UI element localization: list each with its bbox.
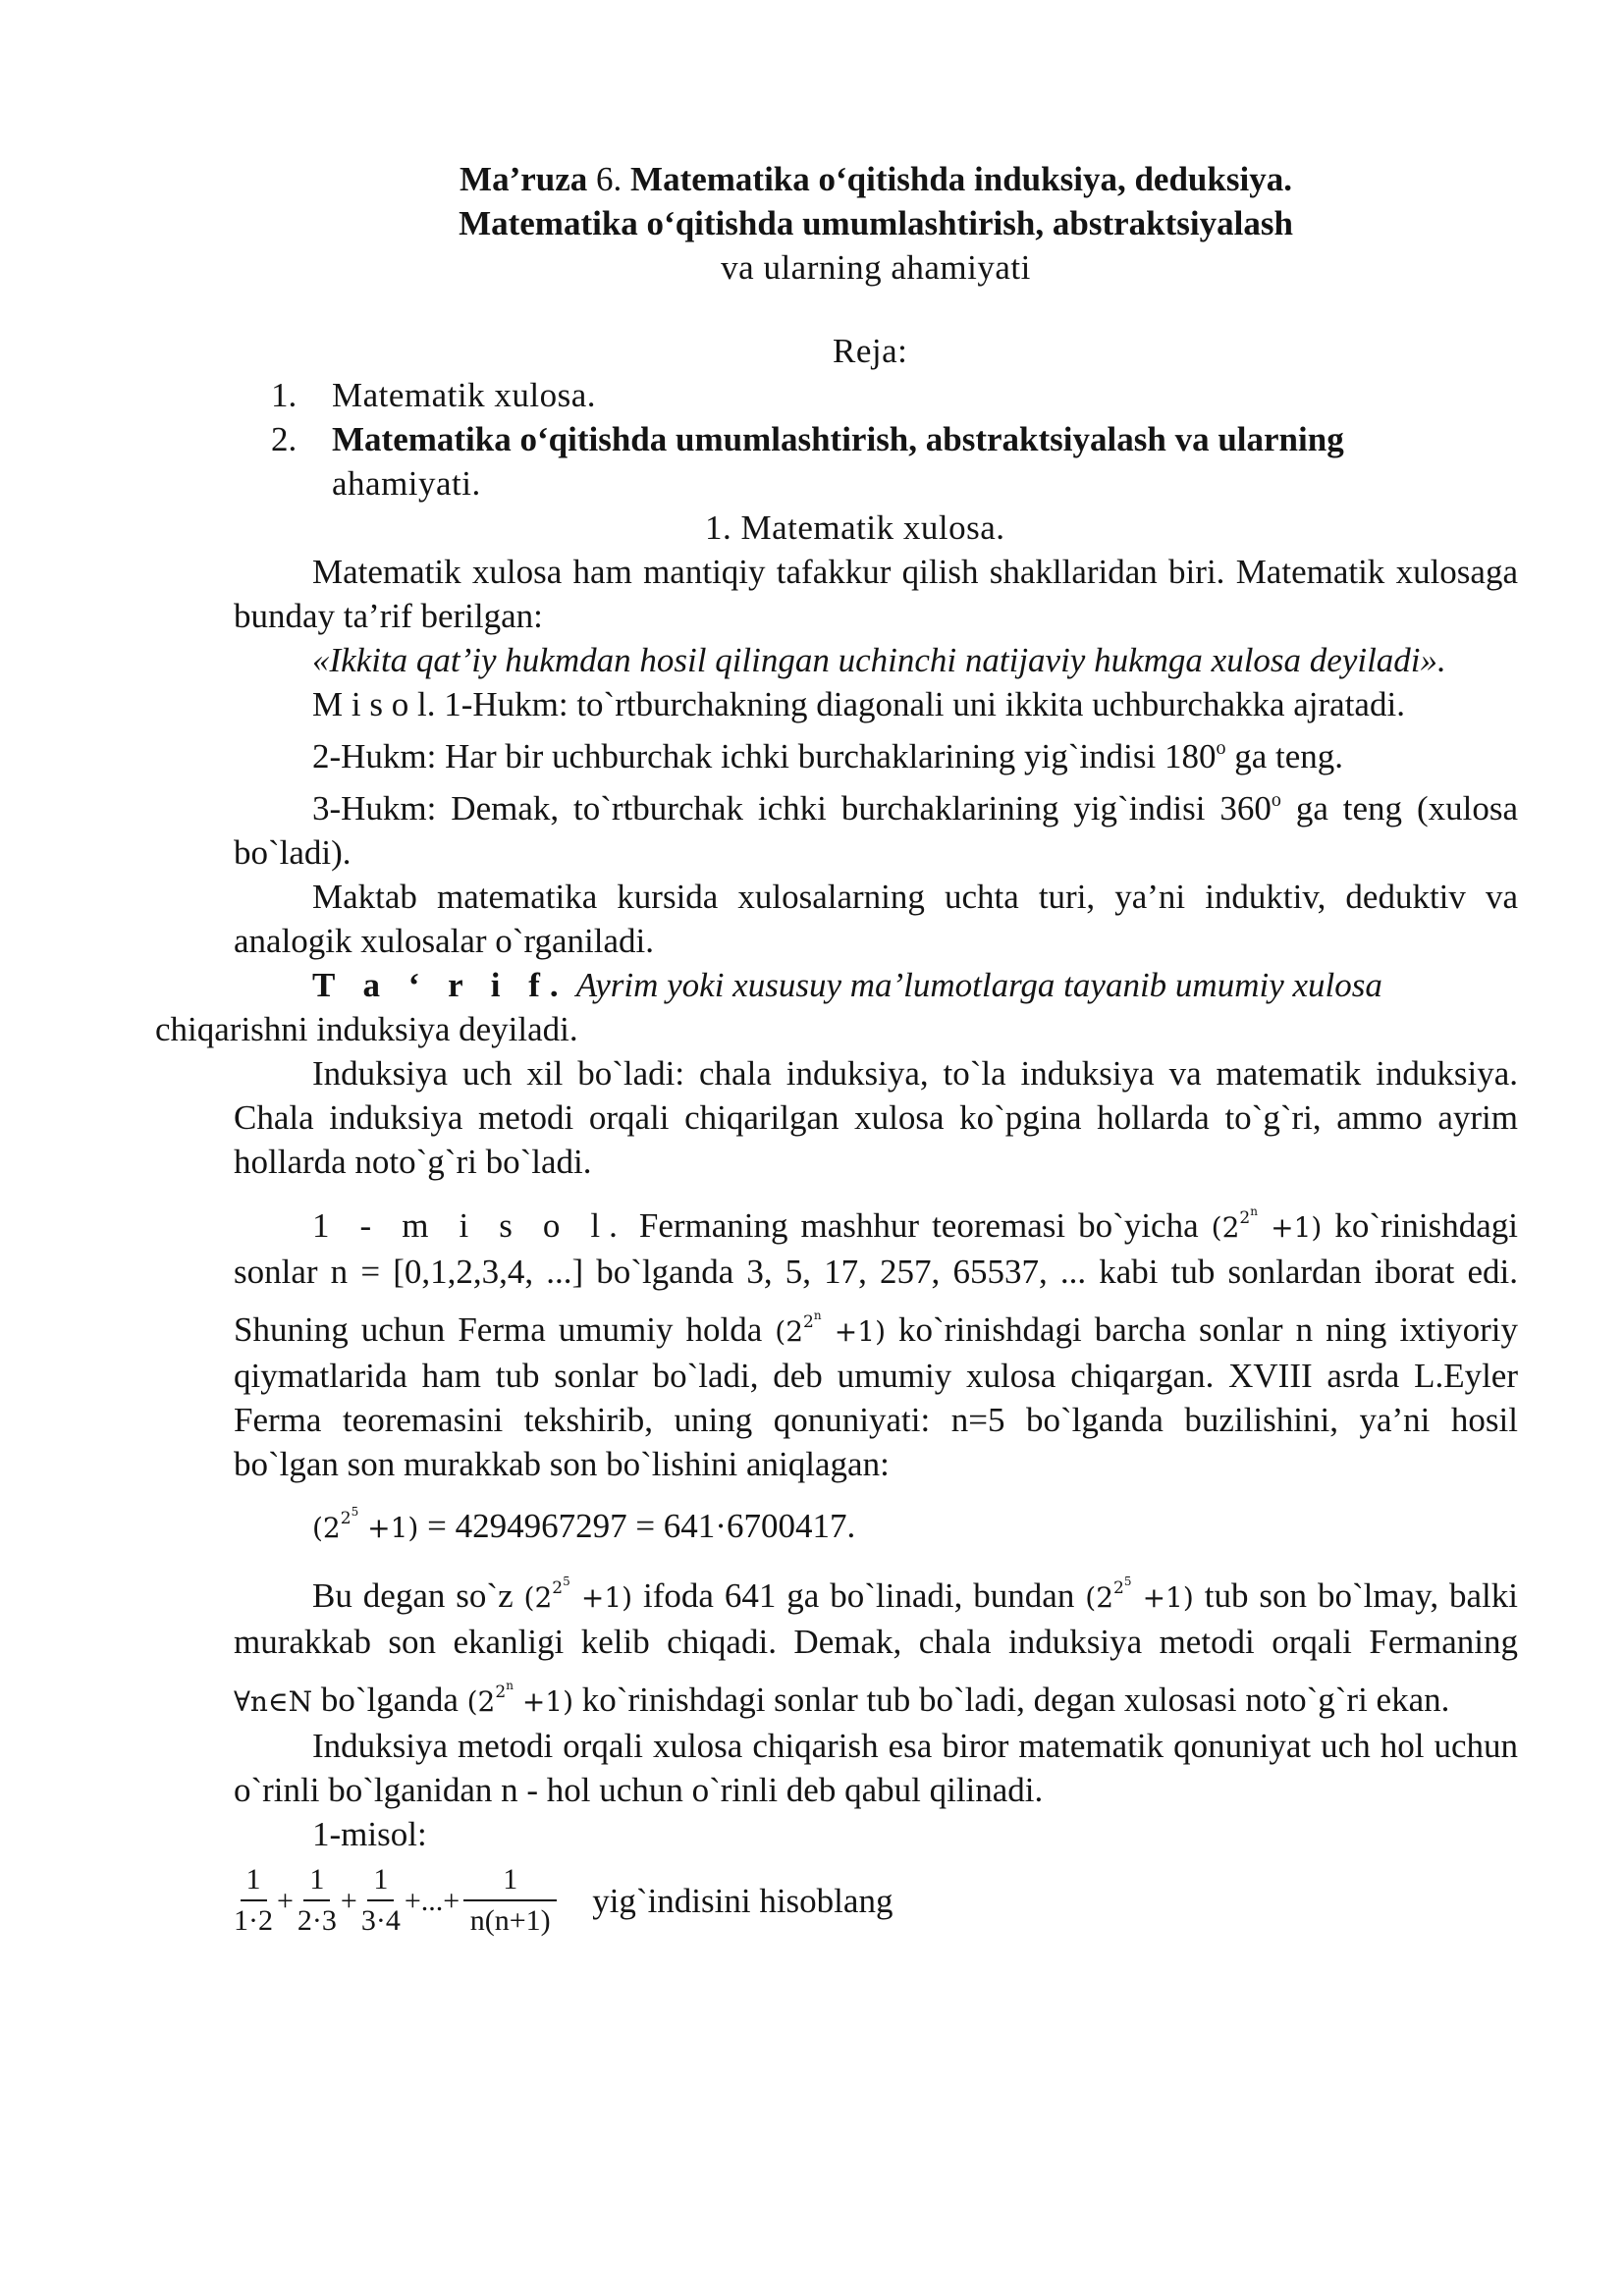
paragraph-definition-intro: Matematik xulosa ham mantiqiy tafakkur qilish shakllaridan biri. Matematik xulosaga bunday ta’rif berilgan:: [234, 553, 1518, 635]
forall-n-in-N: ∀n∈N: [234, 1685, 313, 1718]
formula-result: = 4294967297 = 641·6700417.: [418, 1507, 856, 1545]
sum-instruction: yig`indisini hisoblang: [592, 1881, 893, 1920]
title-line-2: Matematika o‘qitishda umumlashtirish, abstraktsiyalash: [459, 204, 1293, 242]
example-hukm-1: [234, 682, 1518, 726]
paragraph-induction-method: Induksiya metodi orqali xulosa chiqarish esa biror matematik qonuniyat uch hol uchun o`rinli bo`lganidan n - hol uchun o`rinli deb qabul qilinadi.: [234, 1727, 1518, 1809]
fraction-n: $\frac{1}{n(n+1)}$: [463, 1860, 557, 1941]
misol-label: M i s o l.: [312, 685, 436, 723]
fermat-counterexample-formula: [234, 1490, 1518, 1550]
plan-list: [234, 373, 1518, 506]
hukm-2-text: 2-Hukm: Har bir uchburchak ichki burchaklarining yig`indisi 180: [312, 737, 1217, 775]
plan-item-number: 2.: [271, 420, 298, 458]
section-heading: 1. Matematik xulosa.: [705, 508, 1005, 547]
plan-item-2: [271, 417, 1518, 506]
hukm-3-text: 3-Hukm: Demak, to`rtburchak ichki burchaklarining yig`indisi 360: [312, 789, 1272, 828]
title-part-a: Ma’ruza: [460, 160, 588, 198]
plan-item-label: Matematik xulosa.: [332, 376, 597, 414]
fraction-1: $\frac{1}{1\cdot 2}$: [234, 1860, 273, 1941]
quote-text: «Ikkita qat’iy hukmdan hosil qilingan uchinchi natijaviy hukmga xulosa deyiladi».: [312, 641, 1446, 679]
title-line-1: [234, 157, 1518, 201]
title-line-3: va ularning ahamiyati: [721, 248, 1031, 287]
fermat-formula-5: $(2^{2^5} +1)$: [523, 1575, 633, 1614]
fermat-text-a: Fermaning mashhur teoremasi bo`yicha: [625, 1206, 1212, 1245]
plan-item-1: [271, 373, 1518, 417]
p4-text-e: ko`rinishdagi sonlar tub bo`ladi, degan xulosasi noto`g`ri ekan.: [573, 1681, 1450, 1719]
example-hukm-3: [234, 778, 1518, 875]
example-hukm-2: [234, 726, 1518, 778]
plus-sign: +: [340, 1884, 357, 1917]
p4-text-d: bo`lganda: [312, 1681, 467, 1719]
fraction-2: $\frac{1}{2\cdot 3}$: [298, 1860, 337, 1941]
tarif-label: T a ‘ r i f.: [312, 966, 568, 1004]
document-page: [155, 157, 1518, 1941]
paragraph-conclusion-types: Maktab matematika kursida xulosalarning uchta turi, ya’ni induktiv, deduktiv va analogik xulosalar o`rganiladi.: [234, 878, 1518, 960]
fermat-text-c: ko`rinishdagi barcha sonlar n ning ixtiyoriy qiymatlarida ham tub sonlar bo`ladi, deb umumiy xulosa chiqargan. XVIII asrda L.Eyler Ferma teoremasini tekshirib, uning qonuniyati: n=5 bo`lganda buzilishini, ya’ni hosil bo`lgan son murakkab son bo`lishini aniqlagan:: [234, 1310, 1518, 1483]
plus-sign: +: [277, 1884, 294, 1917]
tarif-italic-text: Ayrim yoki xususuy ma’lumotlarga tayanib umumiy xulosa: [568, 966, 1382, 1004]
definition-induction: [155, 963, 1518, 1051]
title-number: 6.: [587, 160, 631, 198]
fermat-formula-n: $(2^{2^n} +1)$: [1211, 1204, 1323, 1244]
spacer: [234, 290, 1518, 329]
plan-heading: Reja:: [833, 332, 908, 370]
p4-text-a: Bu degan so`z: [312, 1576, 524, 1615]
p4-text-b: ifoda 641 ga bo`linadi, bundan: [632, 1576, 1086, 1615]
paragraph-fermat-conclusion: [234, 1560, 1518, 1724]
hukm-2-tail: ga teng.: [1225, 737, 1344, 775]
ellipsis-plus: +...+: [404, 1884, 460, 1917]
paragraph-fermat: [234, 1190, 1518, 1486]
paragraph-induction-kinds: Induksiya uch xil bo`ladi: chala induksiya, to`la induksiya va matematik induksiya. Chala induksiya metodi orqali chiqarilgan xulosa ko`pgina hollarda to`g`ri, ammo ayrim hollarda noto`g`ri bo`ladi.: [234, 1054, 1518, 1181]
tarif-rest-text: chiqarishni induksiya deyiladi.: [155, 1010, 578, 1048]
fermat-formula-n: $(2^{2^n} +1)$: [466, 1679, 574, 1718]
fermat-formula-5: $(2^{2^5} +1)$: [312, 1505, 419, 1544]
fraction-3: $\frac{1}{3\cdot 4}$: [361, 1860, 401, 1941]
fermat-formula-n: $(2^{2^n} +1)$: [775, 1308, 887, 1348]
fermat-text-b: ko`rinishdagi sonlar n = [0,1,2,3,4, ...] bo`lganda 3, 5, 17, 257, 65537, ... kabi tub sonlardan iborat edi. Shuning uchun Ferma umumiy holda: [234, 1206, 1518, 1349]
plan-item-label: Matematika o‘qitishda umumlashtirish, abstraktsiyalash va ularning: [332, 420, 1344, 458]
hukm-1-text: 1-Hukm: to`rtburchakning diagonali uni ikkita uchburchakka ajratadi.: [435, 685, 1405, 723]
example-2-label: 1-misol:: [312, 1815, 427, 1853]
definition-quote: [234, 638, 1518, 682]
plan-item-label-rest: ahamiyati.: [332, 464, 481, 503]
sum-expression: [234, 1860, 1518, 1941]
title-part-b: Matematika o‘qitishda induksiya, deduksiya.: [630, 160, 1292, 198]
p4-text-c: tub son bo`lmay, balki murakkab son ekanligi kelib chiqadi. Demak, chala induksiya metodi orqali Fermaning: [234, 1576, 1518, 1661]
hukm-3-tail: ga teng (xulosa bo`ladi).: [234, 789, 1518, 872]
example-label: 1 - m i s o l.: [312, 1206, 626, 1245]
degree-mark: o: [1216, 737, 1226, 759]
degree-mark: o: [1271, 789, 1281, 811]
fermat-formula-5: $(2^{2^5} +1)$: [1085, 1575, 1194, 1614]
plan-item-number: 1.: [271, 376, 298, 414]
